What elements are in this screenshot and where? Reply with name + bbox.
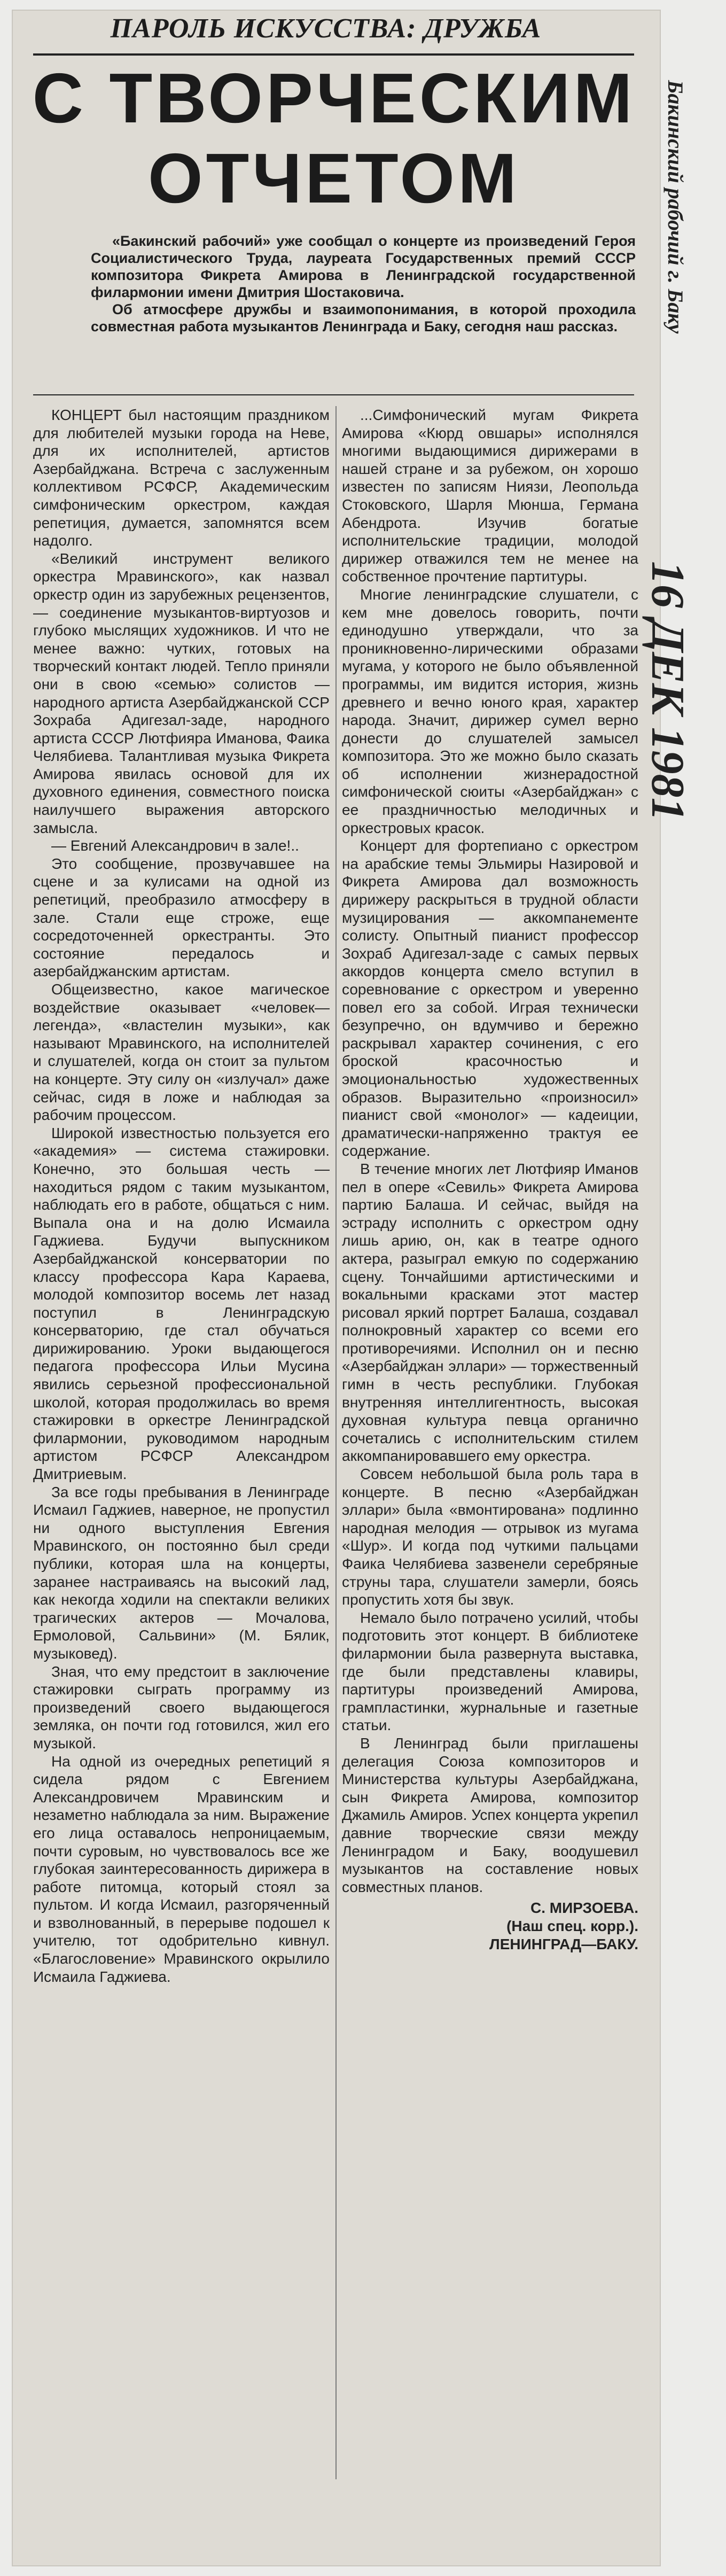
- date-stamp: [644, 561, 702, 860]
- source-stamp: [656, 80, 693, 337]
- col2-paragraph: ...Симфонический мугам Фикрета Амирова «Кюрд овшары» исполнялся многими выдающимися дирижерами в нашей стране и за рубежом, он хорошо известен по записям Ниязи, Леопольда Стоковского, Шарля Мюнша, Германа Абендрота. Изучив богатые исполнительские традиции, молодой дирижер отважился тем не менее на собственное прочтение партитуры.: [342, 407, 638, 585]
- article-column-2: [342, 406, 638, 1954]
- headline-line-1: С ТВОРЧЕСКИМ: [32, 59, 636, 137]
- source-stamp-text: Бакинский рабочий г. Баку: [663, 80, 688, 334]
- lead-text-1: «Бакинский рабочий» уже сообщал о концерте из произведений Героя Социалистического Труда, лауреата Государственных премий СССР композитора Фикрета Амирова в Ленинградской государственной филармонии имени Дмитрия Шостаковича.: [91, 233, 636, 300]
- col1-paragraph: Это сообщение, прозвучавшее на сцене и за кулисами на одной из репетиций, преобразило атмосферу в зале. Стали еще строже, еще сосредоточенней оркестранты. Это состояние передалось и азербайджанским артистам.: [33, 855, 330, 980]
- author-role: (Наш спец. корр.).: [506, 1918, 638, 1935]
- col2-paragraph: Концерт для фортепиано с оркестром на арабские темы Эльмиры Назировой и Фикрета Амирова дал возможность дирижеру раскрыться в трудной области музицирования — аккомпанементе солисту. Опытный пианист профессор Зохраб Адигезал-заде с самых первых аккордов концерта смело вступил в соревнование с оркестром и уверенно повел его за собой. Играя технически безупречно, он вдумчиво и бережно раскрывал характер сочинения, с его броской красочностью и эмоциональностью художественных образов. Выразительно «произносил» пианист свой «монолог» — кадеиции, драматически-напряженно трактуя ее содержание.: [342, 837, 638, 1159]
- dateline: ЛЕНИНГРАД—БАКУ.: [489, 1936, 638, 1953]
- headline-line-2: ОТЧЕТОМ: [147, 139, 520, 217]
- col2-paragraph: В течение многих лет Лютфияр Иманов пел в опере «Севиль» Фикрета Амирова партию Балаша. И сейчас, выйдя на эстраду исполнить с оркестром одну лишь арию, он, как в театре одного актера, разыграл емкую по содержанию сцену. Тончайшими артистическими и вокальными красками этот мастер рисовал яркий портрет Балаша, создавал полнокровный характер со всеми его противоречиями. Исполнил он и песню «Азербайджан эллари» — торжественный гимн в честь республики. Глубокая внутренняя интеллигентность, высокая духовная культура певца органично сочетались с исполнительским стилем аккомпанировавшего ему оркестра.: [342, 1160, 638, 1465]
- lead-paragraph: [91, 232, 636, 335]
- col1-paragraph: За все годы пребывания в Ленинграде Исмаил Гаджиев, наверное, не пропустил ни одного выступления Евгения Мравинского, он постоянно был среди публики, которая шла на концерты, заранее настраиваясь на высокий лад, как некогда ходили на спектакли великих трагических актеров — Мочалова, Ермоловой, Сальвини» (М. Бялик, музыковед).: [33, 1483, 330, 1662]
- date-stamp-text: 16 ДЕК 1981: [642, 561, 693, 821]
- col1-paragraph: Общеизвестно, какое магическое воздействие оказывает «человек—легенда», «властелин музыки», как называют Мравинского, на исполнителей и слушателей, когда он стоит за пультом на концерте. Эту силу он «излучал» даже сейчас, сидя в ложе и наблюдая за рабочим процессом.: [33, 981, 330, 1124]
- article-column-1: [33, 406, 330, 1986]
- lead-rule: [33, 394, 634, 395]
- top-rule: [33, 53, 634, 56]
- col2-paragraph: Немало было потрачено усилий, чтобы подготовить этот концерт. В библиотеке филармонии была развернута выставка, где были представлены клавиры, партитуры произведений Амирова, грампластинки, журнальные и газетные статьи.: [342, 1609, 638, 1734]
- col1-paragraph: «Великий инструмент великого оркестра Мравинского», как назвал оркестр один из зарубежных рецензентов, — соединение музыкантов-виртуозов и глубоко мыслящих художников. И что не менее важно: чутких, готовых на творческий контакт людей. Тепло приняли они в свою «семью» солистов — народного артиста Азербайджанской ССР Зохраба Адигезал-заде, народного артиста СССР Лютфияра Иманова, Фаика Челябиева. Талантливая музыка Фикрета Амирова явилась основой для их духовного единения, совместного поиска наилучшего выражения авторского замысла.: [33, 550, 330, 836]
- column-divider: [335, 406, 337, 2479]
- col1-paragraph: Широкой известностью пользуется его «академия» — система стажировки. Конечно, это большая честь — находиться рядом с таким музыкантом, наблюдать его в работе, общаться с ним. Выпала она и на долю Исмаила Гаджиева. Будучи выпускником Азербайджанской консерватории по классу профессора Кара Караева, молодой композитор восемь лет назад поступил в Ленинградскую консерваторию, где стал обучаться дирижированию. Уроки выдающегося педагога профессора Ильи Мусина явились серьезной профессиональной школой, которая продолжилась во время стажировки в оркестре Ленинградской филармонии, руководимом народным артистом РСФСР Александром Дмитриевым.: [33, 1124, 330, 1483]
- byline: [342, 1899, 638, 1954]
- col1-paragraph: На одной из очередных репетиций я сидела рядом с Евгением Александровичем Мравинским и незаметно наблюдала за ним. Выражение его лица оставалось непроницаемым, почти суровым, но чувствовалось все же глубокая заинтересованность дирижера в работе питомца, который стоял за пультом. И когда Исмаил, разгоряченный и взволнованный, в перерыве подошел к учителю, тот одобрительно кивнул. «Благословение» Мравинского окрылило Исмаила Гаджиева.: [33, 1753, 330, 1985]
- col1-paragraph: — Евгений Александрович в зале!..: [51, 837, 299, 854]
- col2-paragraph: Многие ленинградские слушатели, с кем мне довелось говорить, почти единодушно утверждали, что за проникновенно-лирическими образами мугама, у которого не было объявленной программы, им видится история, жизнь древнего и вечно юного края, характер народа. Значит, дирижер сумел верно донести до слушателей замысел композитора. Это же можно было сказать об исполнении жизнерадостной симфонической сюиты «Азербайджан» с ее праздничностью мелодичных и оркестровых красок.: [342, 586, 638, 836]
- lead-text-2: Об атмосфере дружбы и взаимопонимания, в которой проходила совместная работа музыкантов Ленинграда и Баку, сегодня наш рассказ.: [91, 301, 636, 334]
- col2-paragraph: Совсем небольшой была роль тара в концерте. В песню «Азербайджан эллари» была «вмонтирована» подлинно народная мелодия — отрывок из мугама «Шур». И когда под чуткими пальцами Фаика Челябиева зазвенели серебряные струны тара, слушатели замерли, боясь пропустить хотя бы звук.: [342, 1466, 638, 1608]
- col2-paragraph: В Ленинград были приглашены делегация Союза композиторов и Министерства культуры Азербайджана, сын Фикрета Амирова, композитор Джамиль Амиров. Успех концерта укрепил давние творческие связи между Ленинградом и Баку, воодушевил музыкантов на составление новых совместных планов.: [342, 1734, 638, 1895]
- col1-paragraph: КОНЦЕРТ был настоящим праздником для любителей музыки города на Неве, для их исполнителей, артистов Азербайджана. Встреча с заслуженным коллективом РСФСР, Академическим симфоническим оркестром, каждая репетиция, думается, запомнятся всем надолго.: [33, 407, 330, 549]
- rubric: ПАРОЛЬ ИСКУССТВА: ДРУЖБА: [110, 13, 542, 44]
- author-name: С. МИРЗОЕВА.: [530, 1900, 638, 1917]
- col1-paragraph: Зная, что ему предстоит в заключение стажировки сыграть программу из произведений своего выдающегося земляка, он почти год готовился, жил его музыкой.: [33, 1663, 330, 1752]
